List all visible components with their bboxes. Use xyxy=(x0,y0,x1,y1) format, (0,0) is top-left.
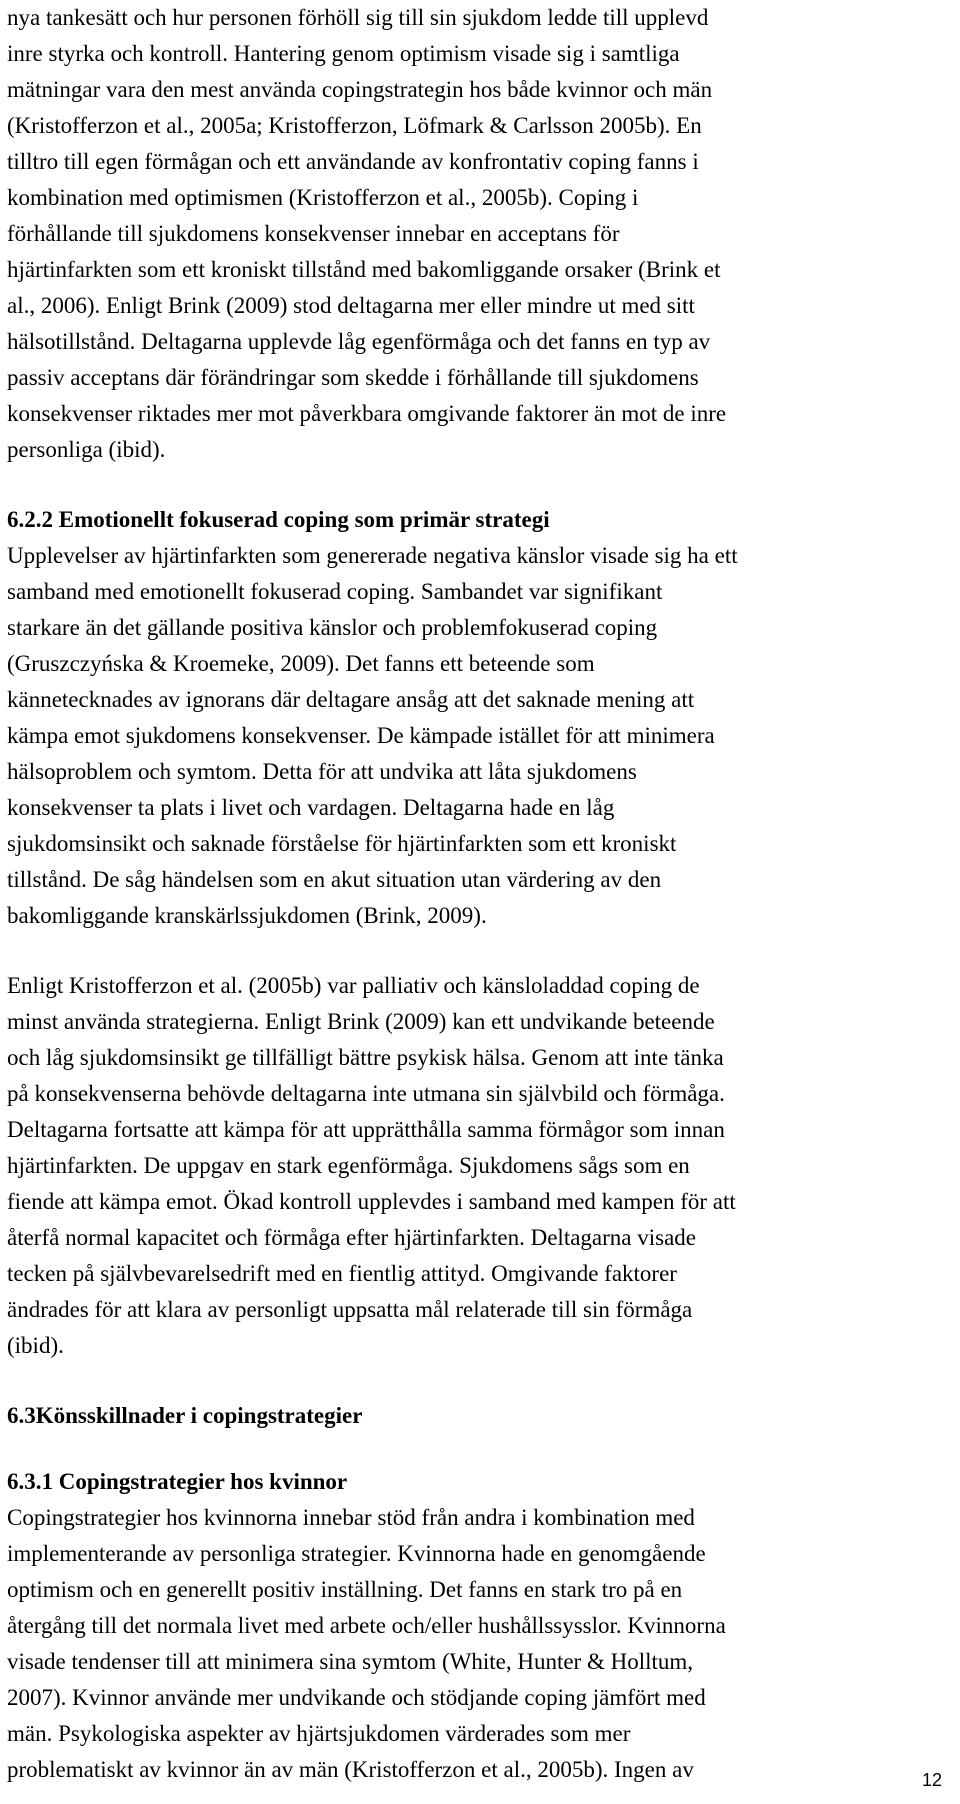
text-line: personliga (ibid). xyxy=(7,437,166,462)
text-line: fiende att kämpa emot. Ökad kontroll upplevdes i samband med kampen för att xyxy=(7,1189,736,1214)
text-line: implementerande av personliga strategier. Kvinnorna hade en genomgående xyxy=(7,1541,706,1566)
text-line: (Gruszczyńska & Kroemeke, 2009). Det fanns ett beteende som xyxy=(7,651,595,676)
text-line: optimism och en generellt positiv inställning. Det fanns en stark tro på en xyxy=(7,1577,683,1602)
text-line: Enligt Kristofferzon et al. (2005b) var palliativ och känsloladdad coping de xyxy=(7,973,700,998)
text-line: nya tankesätt och hur personen förhöll sig till sin sjukdom ledde till upplevd xyxy=(7,5,709,30)
text-line: Deltagarna fortsatte att kämpa för att upprätthålla samma förmågor som innan xyxy=(7,1117,725,1142)
text-line: problematiskt av kvinnor än av män (Kristofferzon et al., 2005b). Ingen av xyxy=(7,1757,694,1782)
intro-paragraph xyxy=(7,0,953,468)
text-line: återgång till det normala livet med arbete och/eller hushållssysslor. Kvinnorna xyxy=(7,1613,726,1638)
paragraph-spacer xyxy=(7,1364,953,1398)
document-page xyxy=(7,0,953,1788)
text-line: inre styrka och kontroll. Hantering genom optimism visade sig i samtliga xyxy=(7,41,680,66)
paragraph-spacer xyxy=(7,1434,953,1464)
text-line: passiv acceptans där förändringar som skedde i förhållande till sjukdomens xyxy=(7,365,699,390)
text-line: förhållande till sjukdomens konsekvenser innebar en acceptans för xyxy=(7,221,620,246)
section-heading-6-2-2: 6.2.2 Emotionellt fokuserad coping som primär strategi xyxy=(7,507,550,532)
section-6-3-1-paragraph xyxy=(7,1500,953,1788)
text-line: hälsoproblem och symtom. Detta för att undvika att låta sjukdomens xyxy=(7,759,637,784)
section-heading-6-3-1: 6.3.1 Copingstrategier hos kvinnor xyxy=(7,1469,348,1494)
text-line: kännetecknades av ignorans där deltagare ansåg att det saknade mening att xyxy=(7,687,695,712)
paragraph-spacer xyxy=(7,468,953,502)
paragraph-spacer xyxy=(7,934,953,968)
text-line: 2007). Kvinnor använde mer undvikande och stödjande coping jämfört med xyxy=(7,1685,706,1710)
text-line: tilltro till egen förmågan och ett användande av konfrontativ coping fanns i xyxy=(7,149,699,174)
text-line: mätningar vara den mest använda copingstrategin hos både kvinnor och män xyxy=(7,77,713,102)
text-line: visade tendenser till att minimera sina symtom (White, Hunter & Holltum, xyxy=(7,1649,694,1674)
text-line: samband med emotionellt fokuserad coping. Sambandet var signifikant xyxy=(7,579,663,604)
text-line: tecken på självbevarelsedrift med en fientlig attityd. Omgivande faktorer xyxy=(7,1261,677,1286)
page-number: 12 xyxy=(921,1770,942,1790)
text-line: hjärtinfarkten som ett kroniskt tillstånd med bakomliggande orsaker (Brink et xyxy=(7,257,721,282)
kristofferzon-paragraph xyxy=(7,968,953,1364)
text-line: och låg sjukdomsinsikt ge tillfälligt bättre psykisk hälsa. Genom att inte tänka xyxy=(7,1045,724,1070)
text-line: återfå normal kapacitet och förmåga efter hjärtinfarkten. Deltagarna visade xyxy=(7,1225,697,1250)
text-line: minst använda strategierna. Enligt Brink (2009) kan ett undvikande beteende xyxy=(7,1009,715,1034)
text-line: konsekvenser ta plats i livet och vardagen. Deltagarna hade en låg xyxy=(7,795,615,820)
text-line: män. Psykologiska aspekter av hjärtsjukdomen värderades som mer xyxy=(7,1721,631,1746)
text-line: Copingstrategier hos kvinnorna innebar stöd från andra i kombination med xyxy=(7,1505,695,1530)
text-line: (ibid). xyxy=(7,1333,64,1358)
text-line: ändrades för att klara av personligt uppsatta mål relaterade till sin förmåga xyxy=(7,1297,693,1322)
text-line: (Kristofferzon et al., 2005a; Kristofferzon, Löfmark & Carlsson 2005b). En xyxy=(7,113,702,138)
text-line: Upplevelser av hjärtinfarkten som genererade negativa känslor visade sig ha ett xyxy=(7,543,738,568)
text-line: bakomliggande kranskärlssjukdomen (Brink, 2009). xyxy=(7,903,487,928)
text-line: konsekvenser riktades mer mot påverkbara omgivande faktorer än mot de inre xyxy=(7,401,727,426)
text-line: kämpa emot sjukdomens konsekvenser. De kämpade istället för att minimera xyxy=(7,723,715,748)
section-heading-6-3: 6.3Könsskillnader i copingstrategier xyxy=(7,1403,363,1428)
text-line: tillstånd. De såg händelsen som en akut situation utan värdering av den xyxy=(7,867,662,892)
text-line: kombination med optimismen (Kristofferzon et al., 2005b). Coping i xyxy=(7,185,639,210)
text-line: starkare än det gällande positiva känslor och problemfokuserad coping xyxy=(7,615,658,640)
text-line: hjärtinfarkten. De uppgav en stark egenförmåga. Sjukdomens sågs som en xyxy=(7,1153,690,1178)
text-line: på konsekvenserna behövde deltagarna inte utmana sin självbild och förmåga. xyxy=(7,1081,725,1106)
text-line: sjukdomsinsikt och saknade förståelse för hjärtinfarkten som ett kroniskt xyxy=(7,831,677,856)
text-line: hälsotillstånd. Deltagarna upplevde låg egenförmåga och det fanns en typ av xyxy=(7,329,711,354)
text-line: al., 2006). Enligt Brink (2009) stod deltagarna mer eller mindre ut med sitt xyxy=(7,293,695,318)
section-6-2-2-paragraph xyxy=(7,538,953,934)
